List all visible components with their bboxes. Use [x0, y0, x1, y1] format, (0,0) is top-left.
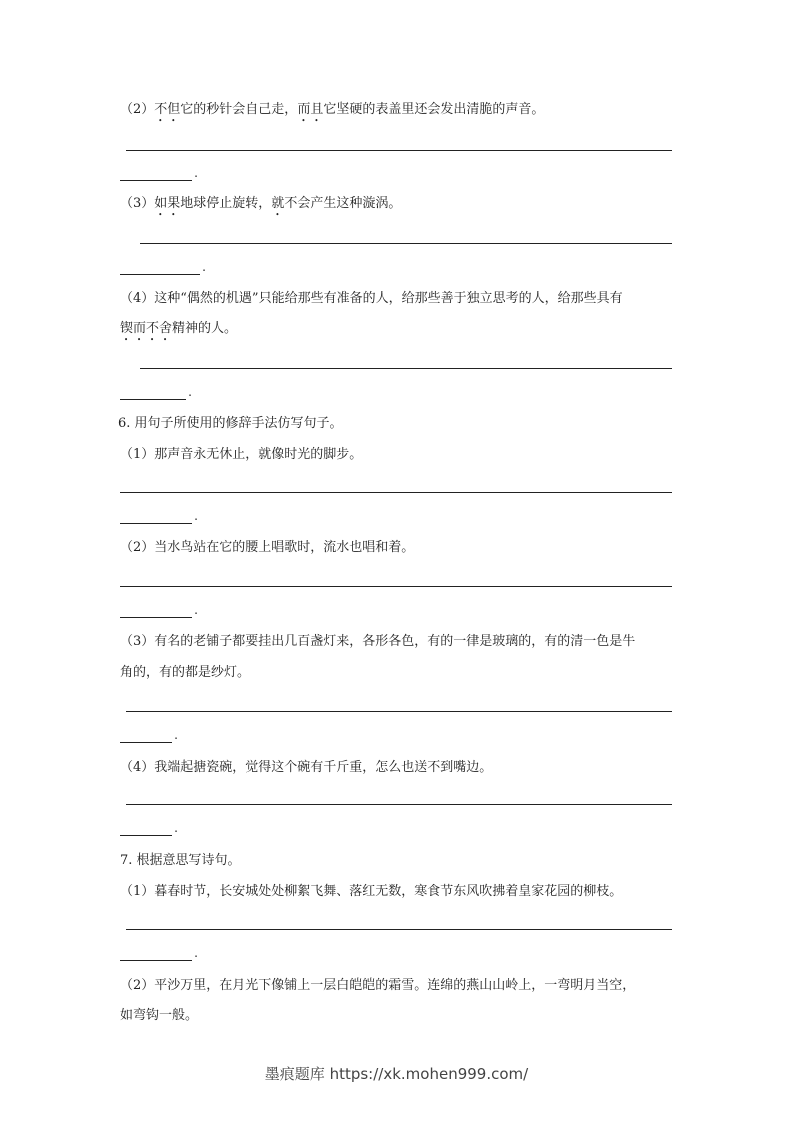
q5-item3-text: [120, 195, 401, 219]
answer-line[interactable]: [140, 368, 672, 369]
answer-line[interactable]: [126, 150, 672, 151]
period: .: [174, 728, 178, 742]
answer-line[interactable]: [120, 492, 672, 493]
period: .: [194, 509, 198, 523]
q5-item3-keyword2: 就: [271, 196, 285, 211]
answer-blank[interactable]: [120, 509, 198, 524]
q5-item4-line1: （4）这种“偶然的机遇”只能给那些有准备的人，给那些善于独立思考的人，给那些具有: [120, 291, 623, 306]
answer-blank[interactable]: [120, 946, 198, 961]
q5-item4-part1: 精神的人。: [172, 321, 238, 336]
answer-blank[interactable]: [120, 385, 192, 400]
q5-item3-keyword1: 如果: [154, 196, 181, 211]
answer-line[interactable]: [140, 243, 672, 244]
q5-item2-prefix: （2）: [120, 102, 155, 117]
period: .: [194, 166, 198, 180]
q5-item2-keyword1: 不但: [154, 102, 181, 117]
answer-line[interactable]: [126, 929, 672, 930]
period: .: [202, 260, 206, 274]
answer-line[interactable]: [126, 804, 672, 805]
answer-blank[interactable]: [120, 821, 178, 836]
q6-item3-line2: 角的，有的都是纱灯。: [120, 665, 251, 680]
period: .: [188, 385, 192, 399]
q5-item3-prefix: （3）: [120, 196, 155, 211]
answer-blank[interactable]: [120, 166, 198, 181]
q5-item3-part1: 地球停止旋转，: [180, 196, 272, 211]
footer-watermark: 墨痕题库 https://xk.mohen999.com/: [264, 1065, 529, 1083]
q7-item1: （1）暮春时节，长安城处处柳絮飞舞、落红无数，寒食节东风吹拂着皇家花园的柳枝。: [120, 884, 623, 899]
q6-item4: （4）我端起搪瓷碗，觉得这个碗有千斤重，怎么也送不到嘴边。: [120, 760, 493, 775]
period: .: [194, 603, 198, 617]
q5-item4-line2: [120, 320, 237, 344]
q5-item2-part1: 它的秒针会自己走，: [180, 102, 298, 117]
period: .: [174, 821, 178, 835]
q5-item3-part2: 不会产生这种漩涡。: [284, 196, 402, 211]
answer-line[interactable]: [126, 711, 672, 712]
answer-line[interactable]: [120, 586, 672, 587]
answer-blank[interactable]: [120, 603, 198, 618]
q5-item4-keyword: 锲而不舍: [120, 321, 173, 336]
q7-title: 7. 根据意思写诗句。: [120, 853, 241, 868]
q7-item2-line2: 如弯钩一般。: [120, 1008, 199, 1023]
period: .: [194, 946, 198, 960]
answer-blank[interactable]: [120, 260, 206, 275]
q5-item2-part2: 它坚硬的表盖里还会发出清脆的声音。: [323, 102, 545, 117]
answer-blank[interactable]: [120, 728, 178, 743]
q6-item2: （2）当水鸟站在它的腰上唱歌时，流水也唱和着。: [120, 540, 415, 555]
q6-item3-line1: （3）有名的老铺子都要挂出几百盏灯来，各形各色，有的一律是玻璃的，有的清一色是牛: [120, 634, 636, 649]
q6-title: 6. 用句子所使用的修辞手法仿写句子。: [118, 416, 343, 431]
q7-item2-line1: （2）平沙万里，在月光下像铺上一层白皑皑的霜雪。连绵的燕山山岭上，一弯明月当空，: [120, 978, 636, 993]
q5-item2-keyword2: 而且: [297, 102, 324, 117]
q6-item1: （1）那声音永无休止，就像时光的脚步。: [120, 447, 363, 462]
q5-item2-text: [120, 101, 544, 125]
